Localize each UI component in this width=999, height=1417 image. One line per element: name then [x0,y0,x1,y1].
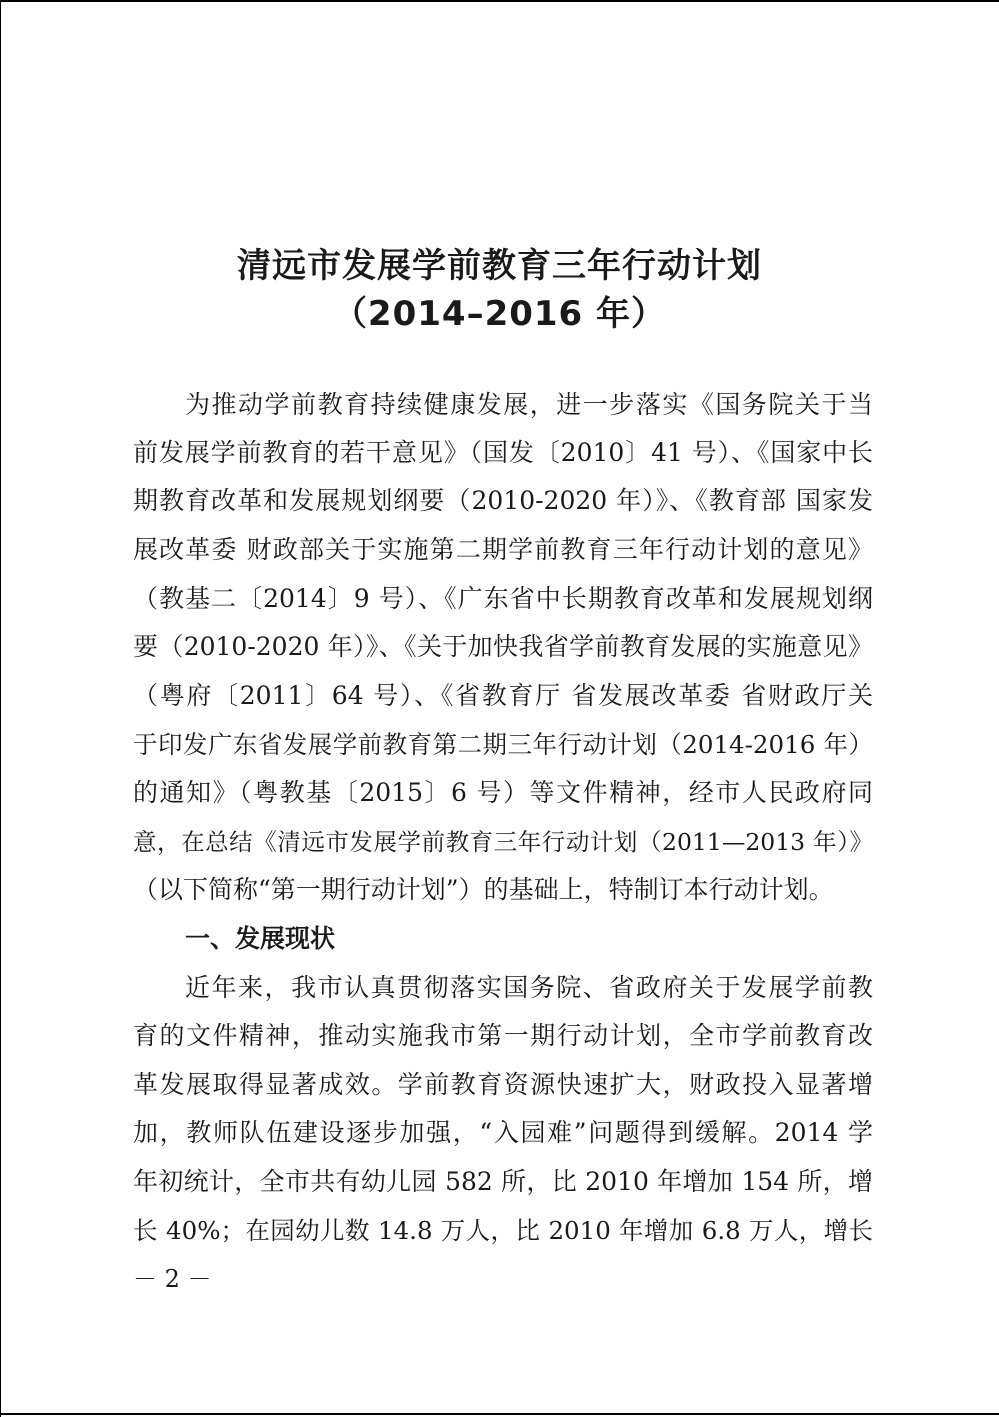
paragraph-line: 期教育改革和发展规划纲要（2010-2020 年）》、《教育部 国家发 [133,486,873,515]
paragraph-line: 育的文件精神，推动实施我市第一期行动计划，全市学前教育改 [133,1021,873,1050]
page-border-left [0,0,1,1417]
page-border-bottom [0,1413,999,1415]
paragraph-line: 于印发广东省发展学前教育第二期三年行动计划（2014-2016 年） [133,730,873,759]
paragraph-line: 年初统计，全市共有幼儿园 582 所，比 2010 年增加 154 所，增 [133,1167,873,1196]
page-border-top [0,0,999,2]
paragraph-line: 的通知》（粤教基〔2015〕6 号）等文件精神，经市人民政府同 [133,778,873,807]
paragraph-line: （以下简称“第一期行动计划”）的基础上，特制订本行动计划。 [133,875,834,904]
paragraph-line: 加，教师队伍建设逐步加强，“入园难”问题得到缓解。2014 学 [133,1118,873,1147]
paragraph-line: （粤府〔2011〕64 号）、《省教育厅 省发展改革委 省财政厅关 [133,681,873,710]
document-title: 清远市发展学前教育三年行动计划 [237,246,762,286]
paragraph-line: （教基二〔2014〕9 号）、《广东省中长期教育改革和发展规划纲 [133,584,873,613]
document-subtitle-years: （2014–2016 年） [332,294,667,334]
paragraph-line: 要（2010-2020 年）》、《关于加快我省学前教育发展的实施意见》 [133,632,873,661]
paragraph-line: 前发展学前教育的若干意见》（国发〔2010〕41 号）、《国家中长 [133,438,873,467]
paragraph-line: 近年来，我市认真贯彻落实国务院、省政府关于发展学前教 [185,973,873,1002]
section-heading: 一、发展现状 [185,924,336,953]
paragraph-line: 革发展取得显著成效。学前教育资源快速扩大，财政投入显著增 [133,1070,873,1099]
paragraph-line: 展改革委 财政部关于实施第二期学前教育三年行动计划的意见》 [133,535,873,564]
paragraph-line: 长 40%；在园幼儿数 14.8 万人，比 2010 年增加 6.8 万人，增长 [133,1216,873,1245]
page-number: － 2 － [133,1265,212,1293]
paragraph-line: 意，在总结《清远市发展学前教育三年行动计划（2011—2013 年）》 [133,828,873,856]
paragraph-line: 为推动学前教育持续健康发展，进一步落实《国务院关于当 [185,390,873,419]
